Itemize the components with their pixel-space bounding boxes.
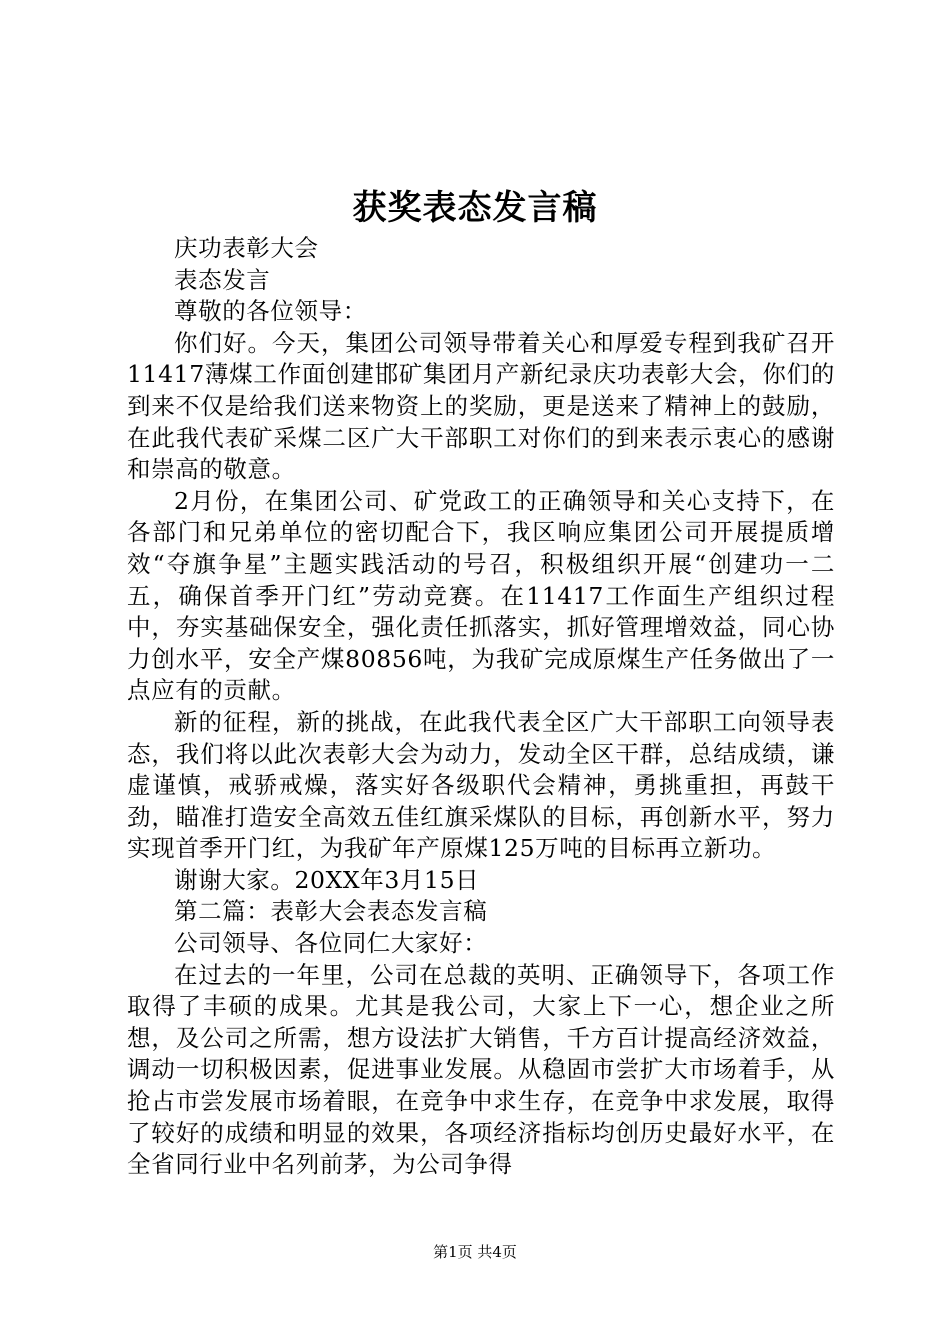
body-paragraph: 公司领导、各位同仁大家好： [174, 929, 488, 958]
body-paragraph: 新的征程，新的挑战，在此我代表全区广大干部职工向领导表态，我们将以此次表彰大会为动力，发动全区干群，总结成绩，谦虚谨慎，戒骄戒燥，落实好各级职代会精神，勇挑重担，再鼓干劲，瞄准打造安全高效五佳红旗采煤队的目标，再创新水平，努力实现首季开门红，为我矿年产原煤125万吨的目标再立新功。 [127, 707, 835, 863]
body-paragraph: 尊敬的各位领导： [174, 297, 367, 326]
document-title: 获奖表态发言稿 [352, 188, 598, 228]
document-body [127, 233, 835, 1181]
body-paragraph: 你们好。今天，集团公司领导带着关心和厚爱专程到我矿召开11417薄煤工作面创建邯矿集团月产新纪录庆功表彰大会，你们的到来不仅是给我们送来物资上的奖励，更是送来了精神上的鼓励，在此我代表矿采煤二区广大干部职工对你们的到来表示衷心的感谢和崇高的敬意。 [127, 328, 835, 484]
body-paragraph: 在过去的一年里，公司在总裁的英明、正确领导下，各项工作取得了丰硕的成果。尤其是我公司，大家上下一心，想企业之所想，及公司之所需，想方设法扩大销售，千方百计提高经济效益，调动一切积极因素，促进事业发展。从稳固市尝扩大市场着手，从抢占市尝发展市场着眼，在竞争中求生存，在竞争中求发展，取得了较好的成绩和明显的效果，各项经济指标均创历史最好水平，在全省同行业中名列前茅，为公司争得 [127, 960, 835, 1179]
body-paragraph: 庆功表彰大会 [174, 234, 319, 262]
body-paragraph: 谢谢大家。20XX年3月15日 [174, 865, 480, 894]
body-paragraph: 表态发言 [174, 265, 271, 294]
page-footer: 第1页 共4页 [433, 1243, 517, 1261]
body-paragraph: 第二篇：表彰大会表态发言稿 [174, 897, 488, 926]
body-paragraph: 2月份，在集团公司、矿党政工的正确领导和关心支持下，在各部门和兄弟单位的密切配合下，我区响应集团公司开展提质增效“夺旗争星”主题实践活动的号召，积极组织开展“创建功一二五，确保首季开门红”劳动竞赛。在11417工作面生产组织过程中，夯实基础保安全，强化责任抓落实，抓好管理增效益，同心协力创水平，安全产煤80856吨，为我矿完成原煤生产任务做出了一点应有的贡献。 [127, 486, 835, 705]
